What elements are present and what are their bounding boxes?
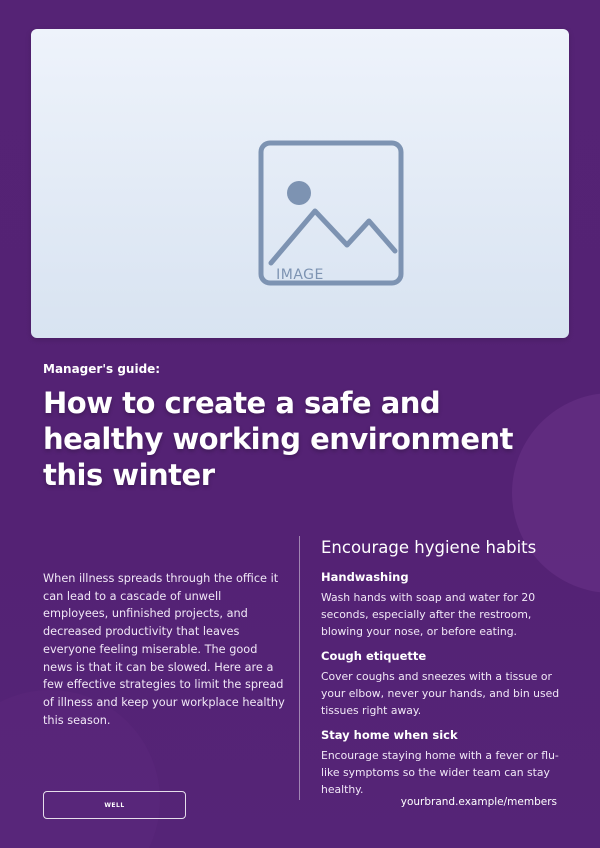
image-placeholder-icon [257, 139, 405, 287]
image-label: IMAGE [276, 267, 324, 283]
page-title: How to create a safe and healthy working environment this winter [43, 386, 513, 492]
tip-body: Wash hands with soap and water for 20 seconds, especially after the restroom, blowing your nose, or before eating. [321, 591, 536, 638]
footer-url-link[interactable]: yourbrand.example/members [400, 796, 557, 808]
hero-image-placeholder [31, 29, 569, 338]
tip-title: Handwashing [321, 570, 409, 584]
tip-handwashing [321, 570, 566, 640]
tip-cough-etiquette [321, 649, 566, 719]
column-divider [299, 536, 300, 800]
tip-stay-home [321, 728, 566, 798]
tip-title: Cough etiquette [321, 649, 427, 663]
section-title: Encourage hygiene habits [321, 538, 537, 557]
cta-button[interactable]: WELL [43, 791, 186, 819]
decorative-circle [512, 393, 600, 593]
tip-title: Stay home when sick [321, 728, 458, 742]
eyebrow-label: Manager's guide: [43, 362, 161, 376]
tip-body: Encourage staying home with a fever or flu-like symptoms so the wider team can stay healthy. [321, 749, 559, 796]
intro-paragraph: When illness spreads through the office it can lead to a cascade of unwell employees, unfinished projects, and decreased productivity that leaves everyone feeling miserable. The good news is that it can be slowed. Here are a few effective strategies to limit the spread of illness and keep your workplace healthy this season. [43, 572, 285, 727]
tip-body: Cover coughs and sneezes with a tissue or your elbow, never your hands, and bin used tissues right away. [321, 670, 560, 717]
